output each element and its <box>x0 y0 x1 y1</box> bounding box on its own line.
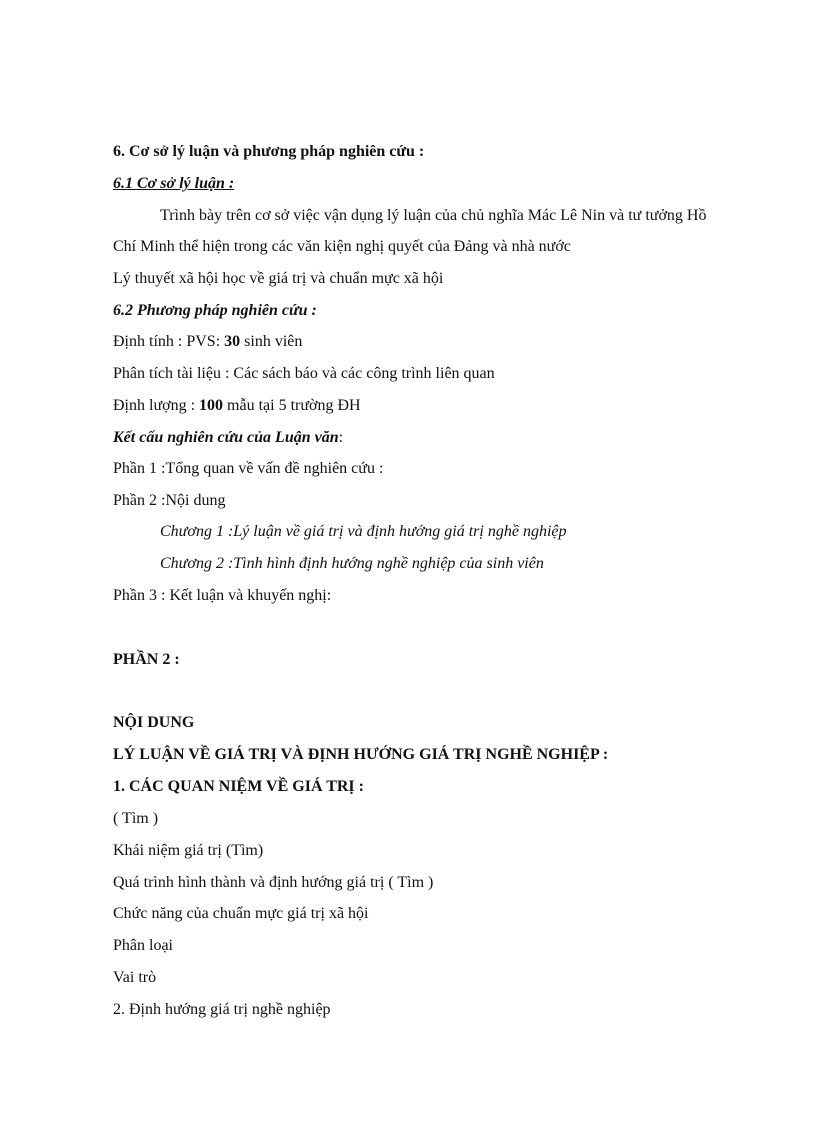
list-item: Quá trình hình thành và định hướng giá trị ( Tìm ) <box>113 874 434 891</box>
qualitative-unit: sinh viên <box>240 333 303 350</box>
qualitative-count: 30 <box>224 333 241 350</box>
thesis-structure-heading <box>113 428 343 448</box>
section-6-heading: 6. Cơ sở lý luận và phương pháp nghiên cứu : <box>113 143 425 160</box>
section-6-1-heading <box>113 174 234 194</box>
paragraph-theory-line2: Chí Minh thể hiện trong các văn kiện nghị quyết của Đảng và nhà nước <box>113 238 571 255</box>
paragraph-theory-line1: Trình bày trên cơ sở việc vận dụng lý luận của chủ nghĩa Mác Lê Nin và tư tưởng Hồ <box>160 207 707 224</box>
concepts-heading: 1. CÁC QUAN NIỆM VỀ GIÁ TRỊ : <box>113 778 364 795</box>
list-item: Phân loại <box>113 937 173 954</box>
section-6-2-heading: 6.2 Phương pháp nghiên cứu : <box>113 302 317 319</box>
qualitative-label: Định tính : PVS: <box>113 333 225 350</box>
list-item: 2. Định hướng giá trị nghề nghiệp <box>113 1001 331 1018</box>
structure-part-1: Phần 1 :Tổng quan về vấn đề nghiên cứu : <box>113 460 384 477</box>
quantitative-label: Định lượng : <box>113 397 200 414</box>
list-item: Khái niệm giá trị (Tìm) <box>113 842 264 859</box>
quantitative-unit: mẫu tại 5 trường ĐH <box>223 397 361 414</box>
structure-chapter-2: Chương 2 :Tình hình định hướng nghề nghiệp của sinh viên <box>160 555 544 572</box>
quantitative-method <box>113 396 361 416</box>
quantitative-count: 100 <box>199 397 224 414</box>
structure-chapter-1: Chương 1 :Lý luận về giá trị và định hướng giá trị nghề nghiệp <box>160 523 567 540</box>
content-heading: NỘI DUNG <box>113 714 195 731</box>
structure-part-2: Phần 2 :Nội dung <box>113 492 226 509</box>
thesis-structure-colon: : <box>338 429 344 446</box>
list-item: ( Tìm ) <box>113 810 159 827</box>
section-6-1-heading-text: 6.1 Cơ sở lý luận : <box>113 175 235 192</box>
list-item: Vai trò <box>113 969 157 986</box>
part-2-heading: PHẦN 2 : <box>113 651 180 668</box>
list-item: Chức năng của chuẩn mực giá trị xã hội <box>113 905 369 922</box>
structure-part-3: Phần 3 : Kết luận và khuyến nghị: <box>113 587 332 604</box>
thesis-structure-title: Kết cấu nghiên cứu của Luận văn <box>113 429 339 446</box>
document-analysis-method: Phân tích tài liệu : Các sách báo và các công trình liên quan <box>113 365 495 382</box>
theory-heading: LÝ LUẬN VỀ GIÁ TRỊ VÀ ĐỊNH HƯỚNG GIÁ TRỊ NGHỀ NGHIỆP : <box>113 746 609 763</box>
qualitative-method <box>113 332 302 352</box>
paragraph-sociology-theory: Lý thuyết xã hội học về giá trị và chuẩn mực xã hội <box>113 270 444 287</box>
